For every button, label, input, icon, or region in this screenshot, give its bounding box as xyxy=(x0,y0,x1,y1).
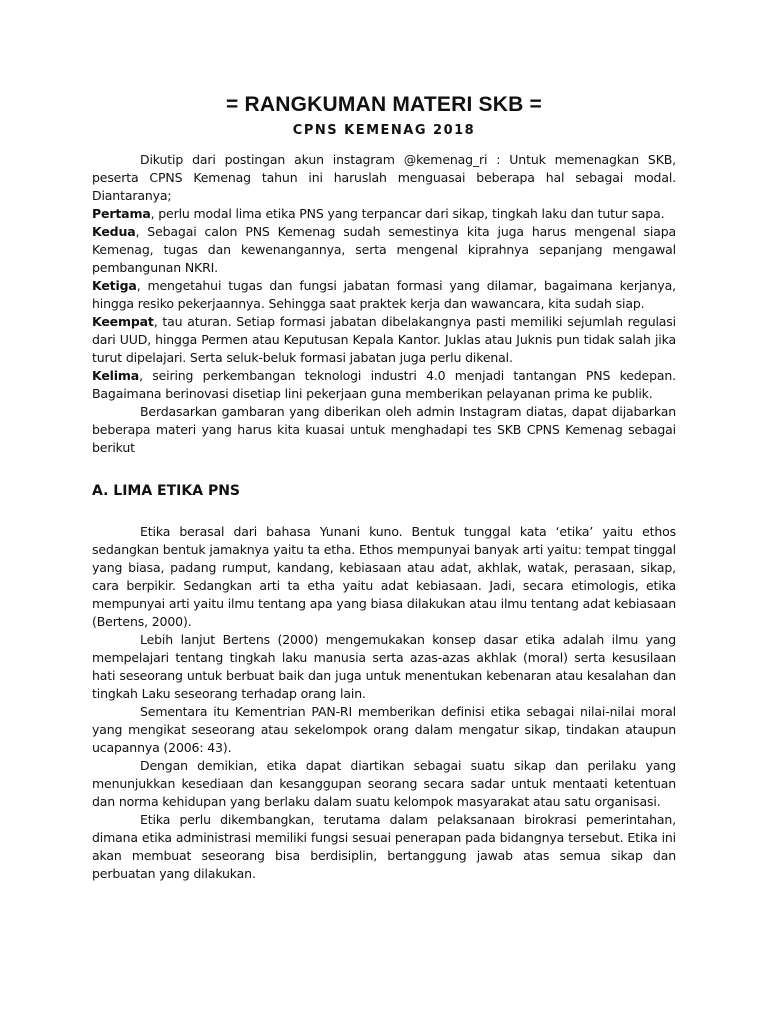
document-subtitle: CPNS KEMENAG 2018 xyxy=(292,123,476,138)
intro-block xyxy=(92,151,676,457)
point-text: , perlu modal lima etika PNS yang terpancar dari sikap, tingkah laku dan tutur sapa. xyxy=(150,206,665,221)
section-heading: A. LIMA ETIKA PNS xyxy=(92,483,240,499)
point-paragraph xyxy=(92,367,676,403)
section-paragraph: Lebih lanjut Bertens (2000) mengemukakan konsep dasar etika adalah ilmu yang mempelajari tentang tingkah laku manusia serta azas-azas akhlak (moral) serta kesusilaan hati seseorang untuk berbuat baik dan juga untuk menentukan kebenaran atau kesalahan dan tingkah Laku seseorang terhadap orang lain. xyxy=(92,632,676,701)
intro-paragraph: Dikutip dari postingan akun instagram @kemenag_ri : Untuk memenagkan SKB, peserta CPNS Kemenag tahun ini haruslah menguasai beberapa hal sebagai modal. Diantaranya; xyxy=(92,152,676,203)
document-title: = RANGKUMAN MATERI SKB = xyxy=(226,93,542,116)
point-paragraph xyxy=(92,205,676,223)
section-paragraph: Dengan demikian, etika dapat diartikan sebagai suatu sikap dan perilaku yang menunjukkan kesediaan dan kesanggupan seorang secara sadar untuk mentaati ketentuan dan norma kehidupan yang berlaku dalam suatu kelompok masyarakat atau satu organisasi. xyxy=(92,758,676,809)
section-paragraph: Etika berasal dari bahasa Yunani kuno. Bentuk tunggal kata ‘etika’ yaitu ethos sedangkan bentuk jamaknya yaitu ta etha. Ethos mempunyai banyak arti yaitu: tempat tinggal yang biasa, padang rumput, kandang, kebiasaan atau adat, akhlak, watak, perasaan, sikap, cara berpikir. Sedangkan arti ta etha yaitu adat kebiasaan. Jadi, secara etimologis, etika mempunyai arti yaitu ilmu tentang apa yang biasa dilakukan atau ilmu tentang adat kebiasaan (Bertens, 2000). xyxy=(92,524,676,629)
point-text: , Sebagai calon PNS Kemenag sudah semestinya kita juga harus mengenal siapa Kemenag, tugas dan kewenangannya, serta mengenal kiprahnya sepanjang mengawal pembangunan NKRI. xyxy=(92,224,676,275)
point-text: , seiring perkembangan teknologi industri 4.0 menjadi tantangan PNS kedepan. Bagaimana berinovasi disetiap lini pekerjaan guna memberikan pelayanan prima ke publik. xyxy=(92,368,676,401)
section-paragraph: Sementara itu Kementrian PAN-RI memberikan definisi etika sebagai nilai-nilai moral yang mengikat seseorang atau sekelompok orang dalam mengatur sikap, tindakan ataupun ucapannya (2006: 43). xyxy=(92,704,676,755)
point-paragraph xyxy=(92,223,676,277)
closing-paragraph: Berdasarkan gambaran yang diberikan oleh admin Instagram diatas, dapat dijabarkan beberapa materi yang harus kita kuasai untuk menghadapi tes SKB CPNS Kemenag sebagai berikut xyxy=(92,404,676,455)
point-paragraph xyxy=(92,313,676,367)
section-paragraph: Etika perlu dikembangkan, terutama dalam pelaksanaan birokrasi pemerintahan, dimana etika administrasi memiliki fungsi sesuai penerapan pada bidangnya tersebut. Etika ini akan membuat seseorang bisa berdisiplin, bertanggung jawab atas semua sikap dan perbuatan yang dilakukan. xyxy=(92,812,676,881)
point-text: , tau aturan. Setiap formasi jabatan dibelakangnya pasti memiliki sejumlah regulasi dari UUD, hingga Permen atau Keputusan Kepala Kantor. Juklas atau Juknis pun tidak salah jika turut dipelajari. Serta seluk-beluk formasi jabatan juga perlu dikenal. xyxy=(92,314,676,365)
point-text: , mengetahui tugas dan fungsi jabatan formasi yang dilamar, bagaimana kerjanya, hingga resiko pekerjaannya. Sehingga saat praktek kerja dan wawancara, kita sudah siap. xyxy=(92,278,676,311)
point-label: Ketiga xyxy=(92,278,137,293)
section-body xyxy=(92,523,676,883)
point-label: Pertama xyxy=(92,206,151,221)
point-label: Keempat xyxy=(92,314,154,329)
point-label: Kelima xyxy=(92,368,140,383)
point-paragraph xyxy=(92,277,676,313)
point-label: Kedua xyxy=(92,224,136,239)
